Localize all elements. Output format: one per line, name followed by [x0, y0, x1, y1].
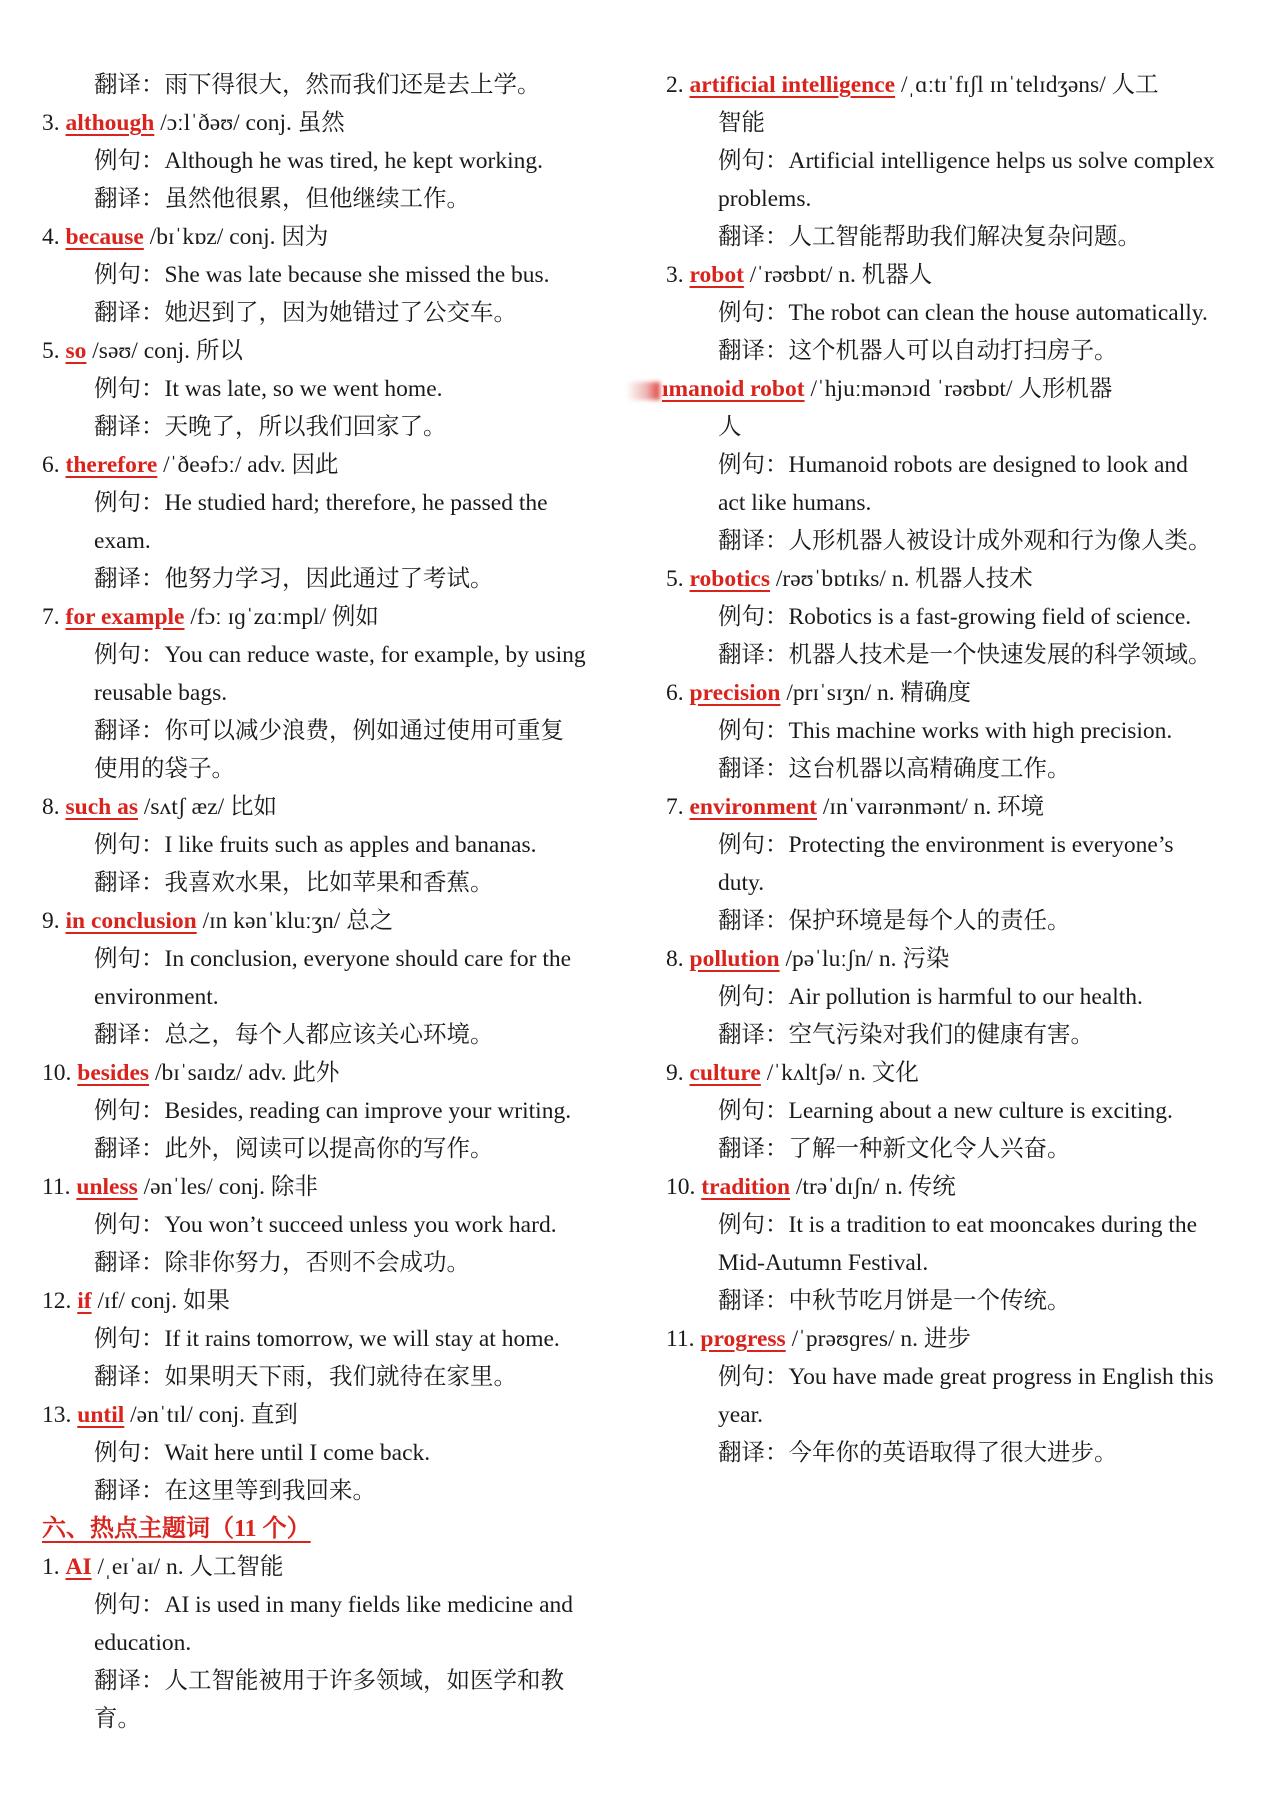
pronunciation: /ɔːlˈðəʊ/ conj. 虽然	[154, 110, 345, 136]
vocab-word: until	[77, 1402, 125, 1428]
pronunciation: /sʌtʃ æz/ 比如	[138, 794, 278, 820]
translation: 翻译：在这里等到我回来。	[94, 1478, 376, 1504]
translation-cont: 育。	[94, 1706, 141, 1732]
vocab-word: artificial intelligence	[689, 72, 896, 98]
example-sentence: 例句：Wait here until I come back.	[94, 1440, 431, 1466]
translation: 翻译：机器人技术是一个快速发展的科学领域。	[718, 642, 1212, 668]
example-sentence: 例句：It is a tradition to eat mooncakes during the	[718, 1212, 1198, 1238]
entry-number: 11.	[666, 1326, 695, 1352]
entry-so	[42, 332, 622, 446]
translation: 翻译：除非你努力，否则不会成功。	[94, 1250, 470, 1276]
vocab-word: precision	[689, 680, 781, 706]
example-sentence: 例句：Besides, reading can improve your writing.	[94, 1098, 572, 1124]
vocab-word: besides	[77, 1060, 150, 1086]
example-sentence-cont: year.	[718, 1402, 764, 1428]
translation: 翻译：人形机器人被设计成外观和行为像人类。	[718, 528, 1212, 554]
entry-because	[42, 218, 622, 332]
entry-number: 7.	[42, 604, 60, 630]
translation: 翻译：如果明天下雨，我们就待在家里。	[94, 1364, 517, 1390]
vocab-word: unless	[76, 1174, 138, 1200]
vocab-word: ımanoid robot	[662, 376, 805, 402]
example-sentence-cont: exam.	[94, 528, 151, 554]
entry-number: 9.	[42, 908, 60, 934]
entry-number: 6.	[42, 452, 60, 478]
entry-number: 8.	[666, 946, 684, 972]
entry-artificial-intelligence	[666, 66, 1256, 256]
vocab-word: culture	[689, 1060, 761, 1086]
entry-number: 3.	[42, 110, 60, 136]
example-sentence: 例句：Learning about a new culture is exciting.	[718, 1098, 1173, 1124]
pronunciation: /ˈrəʊbɒt/ n. 机器人	[743, 262, 933, 288]
pronunciation: /rəʊˈbɒtɪks/ n. 机器人技术	[770, 566, 1033, 592]
translation-cont: 使用的袋子。	[94, 756, 235, 782]
example-sentence-cont: reusable bags.	[94, 680, 228, 706]
vocab-word: such as	[65, 794, 138, 820]
example-sentence: 例句：I like fruits such as apples and bananas.	[94, 832, 537, 858]
vocab-word: AI	[65, 1554, 92, 1580]
entry-number: 6.	[666, 680, 684, 706]
entry-number: 8.	[42, 794, 60, 820]
entry-number: 2.	[666, 72, 684, 98]
translation: 翻译：这个机器人可以自动打扫房子。	[718, 338, 1118, 364]
translation: 翻译：天晚了，所以我们回家了。	[94, 414, 447, 440]
entry-number: 13.	[42, 1402, 72, 1428]
entry-number: 7.	[666, 794, 684, 820]
entry-humanoid-robot	[662, 370, 1256, 560]
vocab-word: in conclusion	[65, 908, 197, 934]
entry-number: 10.	[666, 1174, 696, 1200]
left-column	[42, 66, 622, 1738]
entry-ai	[42, 1548, 622, 1738]
entry-such-as	[42, 788, 622, 902]
pronunciation: /prɪˈsɪʒn/ n. 精确度	[780, 680, 972, 706]
pronunciation: /pəˈluːʃn/ n. 污染	[779, 946, 950, 972]
entry-number: 1.	[42, 1554, 60, 1580]
example-sentence: 例句：AI is used in many fields like medicine and	[94, 1592, 574, 1618]
example-sentence: 例句：This machine works with high precision.	[718, 718, 1173, 744]
entry-for-example	[42, 598, 622, 788]
example-sentence: 例句：Humanoid robots are designed to look and	[718, 452, 1188, 478]
translation: 翻译：你可以减少浪费，例如通过使用可重复	[94, 718, 564, 744]
vocab-word: for example	[65, 604, 185, 630]
vocab-word: environment	[689, 794, 818, 820]
pronunciation: /ˈprəʊɡres/ n. 进步	[785, 1326, 971, 1352]
entry-unless	[42, 1168, 622, 1282]
entry-if	[42, 1282, 622, 1396]
translation: 翻译：人工智能帮助我们解决复杂问题。	[718, 224, 1141, 250]
ink-smudge	[626, 382, 660, 400]
entry-number: 10.	[42, 1060, 72, 1086]
translation: 翻译：今年你的英语取得了很大进步。	[718, 1440, 1118, 1466]
pronunciation: /bɪˈkɒz/ conj. 因为	[143, 224, 329, 250]
vocab-word: if	[77, 1288, 92, 1314]
section-heading: 六、热点主题词（11 个）	[42, 1516, 311, 1542]
example-sentence: 例句：It was late, so we went home.	[94, 376, 443, 402]
translation: 翻译：中秋节吃月饼是一个传统。	[718, 1288, 1071, 1314]
entry-until	[42, 1396, 622, 1510]
pronunciation: /ɪf/ conj. 如果	[91, 1288, 230, 1314]
example-sentence: 例句：Artificial intelligence helps us solve complex	[718, 148, 1215, 174]
example-sentence: 例句：You can reduce waste, for example, by using	[94, 642, 586, 668]
translation: 翻译：我喜欢水果，比如苹果和香蕉。	[94, 870, 494, 896]
definition-cont: 智能	[718, 110, 765, 136]
vocab-word: robot	[689, 262, 744, 288]
example-sentence: 例句：You have made great progress in English this	[718, 1364, 1214, 1390]
translation: 翻译：这台机器以高精确度工作。	[718, 756, 1071, 782]
entry-in-conclusion	[42, 902, 622, 1054]
example-sentence: 例句：The robot can clean the house automatically.	[718, 300, 1208, 326]
translation: 翻译：总之，每个人都应该关心环境。	[94, 1022, 494, 1048]
example-sentence: 例句：You won’t succeed unless you work hard.	[94, 1212, 557, 1238]
vocab-word: progress	[700, 1326, 786, 1352]
pronunciation: /ˌeɪˈaɪ/ n. 人工智能	[91, 1554, 284, 1580]
example-sentence: 例句：If it rains tomorrow, we will stay at home.	[94, 1326, 560, 1352]
entry-robot	[666, 256, 1256, 370]
vocab-word: robotics	[689, 566, 771, 592]
entry-environment	[666, 788, 1256, 940]
example-sentence: 例句：Protecting the environment is everyone’s	[718, 832, 1174, 858]
pronunciation: /ˈhjuːmənɔɪd ˈrəʊbɒt/ 人形机器	[804, 376, 1113, 402]
translation: 翻译：此外，阅读可以提高你的写作。	[94, 1136, 494, 1162]
translation: 翻译：人工智能被用于许多领域，如医学和教	[94, 1668, 564, 1694]
entry-robotics	[666, 560, 1256, 674]
entry-culture	[666, 1054, 1256, 1168]
example-sentence: 例句：She was late because she missed the bus.	[94, 262, 550, 288]
pronunciation: /səʊ/ conj. 所以	[86, 338, 243, 364]
pronunciation: /ˌɑːtɪˈfɪʃl ɪnˈtelɪdʒəns/ 人工	[895, 72, 1159, 98]
vocab-word: because	[65, 224, 144, 250]
pronunciation: /fɔː ɪɡˈzɑːmpl/ 例如	[184, 604, 379, 630]
vocab-word: pollution	[689, 946, 780, 972]
example-sentence-cont: duty.	[718, 870, 765, 896]
example-sentence-cont: environment.	[94, 984, 219, 1010]
entry-number: 12.	[42, 1288, 72, 1314]
entry-number: 3.	[666, 262, 684, 288]
example-sentence: 例句：Robotics is a fast-growing field of science.	[718, 604, 1192, 630]
translation: 翻译：她迟到了，因为她错过了公交车。	[94, 300, 517, 326]
entry-number: 9.	[666, 1060, 684, 1086]
translation: 翻译：保护环境是每个人的责任。	[718, 908, 1071, 934]
pronunciation: /ˈðeəfɔː/ adv. 因此	[157, 452, 339, 478]
example-sentence: 例句：In conclusion, everyone should care for the	[94, 946, 572, 972]
entry-besides	[42, 1054, 622, 1168]
pronunciation: /ənˈles/ conj. 除非	[137, 1174, 318, 1200]
pronunciation: /ɪnˈvaɪrənmənt/ n. 环境	[817, 794, 1045, 820]
entry-precision	[666, 674, 1256, 788]
pronunciation: /ˈkʌltʃə/ n. 文化	[760, 1060, 919, 1086]
example-sentence-cont: act like humans.	[718, 490, 872, 516]
example-sentence-cont: education.	[94, 1630, 192, 1656]
entry-progress	[666, 1320, 1256, 1472]
example-sentence: 例句：Although he was tired, he kept working.	[94, 148, 544, 174]
entry-number: 5.	[42, 338, 60, 364]
definition-cont: 人	[718, 414, 742, 440]
entry-pollution	[666, 940, 1256, 1054]
vocab-word: therefore	[65, 452, 158, 478]
example-sentence: 例句：He studied hard; therefore, he passed the	[94, 490, 548, 516]
pronunciation: /ɪn kənˈkluːʒn/ 总之	[196, 908, 394, 934]
top-translation: 翻译：雨下得很大，然而我们还是去上学。	[94, 72, 541, 98]
pronunciation: /ənˈtɪl/ conj. 直到	[124, 1402, 298, 1428]
example-sentence-cont: problems.	[718, 186, 812, 212]
entry-tradition	[666, 1168, 1256, 1320]
vocab-word: so	[65, 338, 87, 364]
entry-number: 11.	[42, 1174, 71, 1200]
translation: 翻译：空气污染对我们的健康有害。	[718, 1022, 1094, 1048]
pronunciation: /trəˈdɪʃn/ n. 传统	[790, 1174, 956, 1200]
example-sentence: 例句：Air pollution is harmful to our health.	[718, 984, 1143, 1010]
entry-therefore	[42, 446, 622, 598]
example-sentence-cont: Mid-Autumn Festival.	[718, 1250, 929, 1276]
vocab-word: although	[65, 110, 155, 136]
translation: 翻译：他努力学习，因此通过了考试。	[94, 566, 494, 592]
entry-although	[42, 104, 622, 218]
translation: 翻译：虽然他很累，但他继续工作。	[94, 186, 470, 212]
translation: 翻译：了解一种新文化令人兴奋。	[718, 1136, 1071, 1162]
right-column	[662, 66, 1256, 1472]
vocab-word: tradition	[701, 1174, 791, 1200]
entry-number: 4.	[42, 224, 60, 250]
pronunciation: /bɪˈsaɪdz/ adv. 此外	[149, 1060, 340, 1086]
entry-number: 5.	[666, 566, 684, 592]
